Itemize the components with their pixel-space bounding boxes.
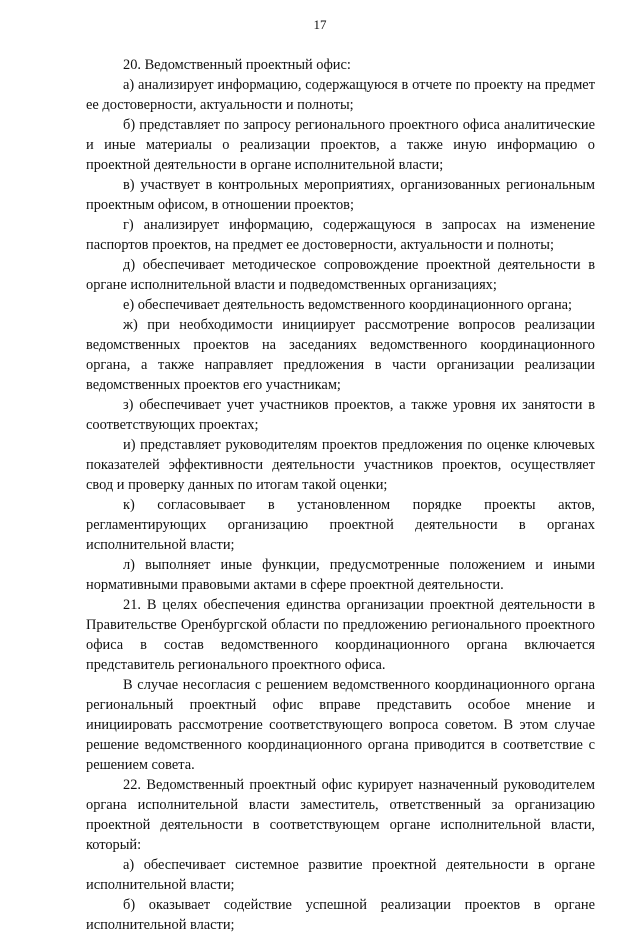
paragraph-20-l: л) выполняет иные функции, предусмотренные положением и иными нормативными правовыми актами в сфере проектной деятельности. — [86, 557, 595, 593]
page-number: 17 — [313, 17, 327, 32]
paragraph-20-v: в) участвует в контрольных мероприятиях, организованных региональным проектным офисом, в отношении проектов; — [86, 177, 595, 213]
paragraph-20-a: а) анализирует информацию, содержащуюся в отчете по проекту на предмет ее достоверности, актуальности и полноты; — [86, 77, 595, 113]
paragraph-22-a: а) обеспечивает системное развитие проектной деятельности в органе исполнительной власти; — [86, 857, 595, 893]
paragraph-20-zh: ж) при необходимости инициирует рассмотрение вопросов реализации ведомственных проектов на заседаниях ведомственного координационного органа, а также направляет предложения в части организации реализации ведомственных проектов его участникам; — [86, 317, 595, 393]
paragraph-20-z: з) обеспечивает учет участников проектов, а также уровня их занятости в соответствующих проектах; — [86, 397, 595, 433]
document-body — [86, 55, 595, 935]
paragraph-22-heading: 22. Ведомственный проектный офис курирует назначенный руководителем органа исполнительной власти заместитель, ответственный за организацию проектной деятельности в соответствующем органе исполнительной власти, который: — [86, 777, 595, 853]
paragraph-20-heading: 20. Ведомственный проектный офис: — [123, 57, 351, 73]
paragraph-22-b: б) оказывает содействие успешной реализации проектов в органе исполнительной власти; — [86, 897, 595, 933]
paragraph-21-disagreement: В случае несогласия с решением ведомственного координационного органа региональный проектный офис вправе представить особое мнение и инициировать рассмотрение соответствующего вопроса советом. В этом случае решение ведомственного координационного органа приводится в соответствие с решением совета. — [86, 677, 595, 773]
paragraph-20-k: к) согласовывает в установленном порядке проекты актов, регламентирующих организацию проектной деятельности в органах исполнительной власти; — [86, 497, 595, 553]
paragraph-20-g: г) анализирует информацию, содержащуюся в запросах на изменение паспортов проектов, на предмет ее достоверности, актуальности и полноты; — [86, 217, 595, 253]
paragraph-20-b: б) представляет по запросу регионального проектного офиса аналитические и иные материалы о реализации проектов, а также иную информацию о проектной деятельности в органе исполнительной власти; — [86, 117, 595, 173]
paragraph-20-i: и) представляет руководителям проектов предложения по оценке ключевых показателей эффективности деятельности участников проектов, осуществляет свод и проверку данных по итогам такой оценки; — [86, 437, 595, 493]
paragraph-21: 21. В целях обеспечения единства организации проектной деятельности в Правительстве Оренбургской области по предложению регионального проектного офиса в состав ведомственного координационного органа включается представитель регионального проектного офиса. — [86, 597, 595, 673]
paragraph-20-d: д) обеспечивает методическое сопровождение проектной деятельности в органе исполнительной власти и подведомственных организациях; — [86, 257, 595, 293]
paragraph-20-e: е) обеспечивает деятельность ведомственного координационного органа; — [123, 297, 573, 313]
